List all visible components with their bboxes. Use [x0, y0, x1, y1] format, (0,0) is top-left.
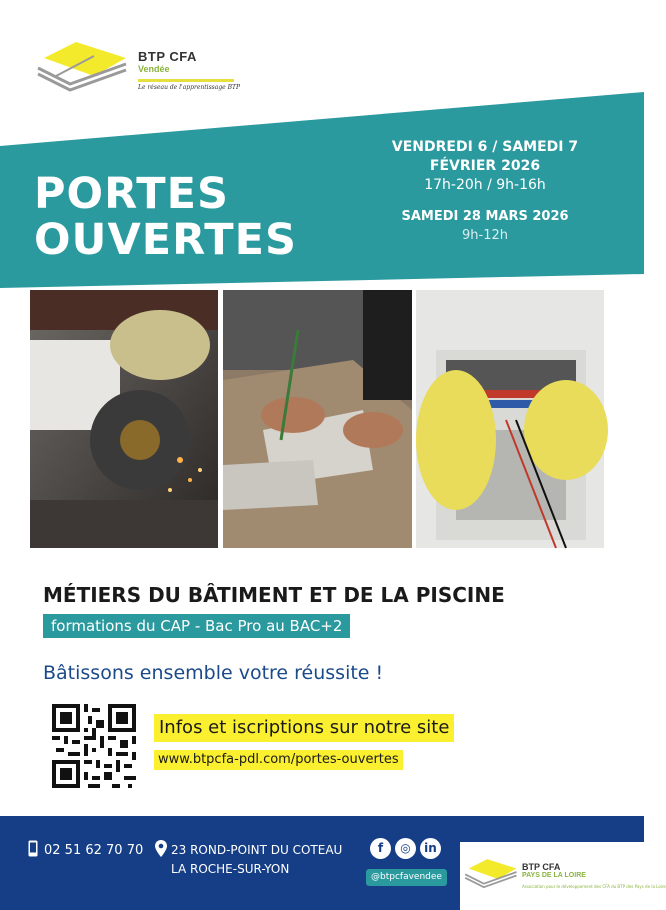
- facebook-icon[interactable]: f: [370, 838, 391, 859]
- slogan: Bâtissons ensemble votre réussite !: [43, 662, 384, 684]
- website-link[interactable]: www.btpcfa-pdl.com/portes-ouvertes: [154, 750, 403, 770]
- phone-icon: [28, 840, 38, 857]
- qr-code-icon[interactable]: [52, 704, 136, 788]
- date-line1: VENDREDI 6 / SAMEDI 7: [391, 139, 579, 155]
- logo-tagline: Le réseau de l'apprentissage BTP: [138, 84, 241, 91]
- footer-logo-tagline: Association pour le développement des CFA du BTP des Pays de la Loire: [522, 884, 666, 889]
- angle-grinder-photo: [30, 290, 218, 548]
- formations-banner: formations du CAP - Bac Pro au BAC+2: [43, 614, 350, 638]
- location-pin-icon: [155, 840, 167, 857]
- address-line2: LA ROCHE-SUR-YON: [171, 862, 290, 876]
- footer-logo-subtitle: PAYS DE LA LOIRE: [522, 872, 586, 879]
- info-banner: Infos et iscriptions sur notre site: [154, 714, 454, 742]
- page-title-line2: OUVERTES: [34, 215, 297, 265]
- linkedin-icon[interactable]: in: [420, 838, 441, 859]
- btp-cfa-pdl-logo-icon: [464, 854, 520, 890]
- date-line2: FÉVRIER 2026: [429, 158, 541, 174]
- footer-logo-title: BTP CFA: [522, 862, 561, 872]
- date-hours2: 9h-12h: [462, 228, 508, 243]
- social-handle[interactable]: @btpcfavendee: [366, 869, 447, 886]
- logo-title: BTP CFA: [138, 49, 197, 64]
- address-line1: 23 ROND-POINT DU COTEAU: [171, 843, 343, 857]
- date-hours1: 17h-20h / 9h-16h: [424, 177, 546, 193]
- instagram-icon[interactable]: ◎: [395, 838, 416, 859]
- date-line3: SAMEDI 28 MARS 2026: [401, 209, 569, 224]
- trades-heading: MÉTIERS DU BÂTIMENT ET DE LA PISCINE: [43, 583, 505, 607]
- tile-marking-photo: [223, 290, 412, 548]
- electrical-panel-photo: [416, 290, 604, 548]
- page-title-line1: PORTES: [34, 169, 229, 219]
- logo-subtitle: Vendée: [138, 64, 170, 74]
- phone-number[interactable]: 02 51 62 70 70: [44, 843, 144, 858]
